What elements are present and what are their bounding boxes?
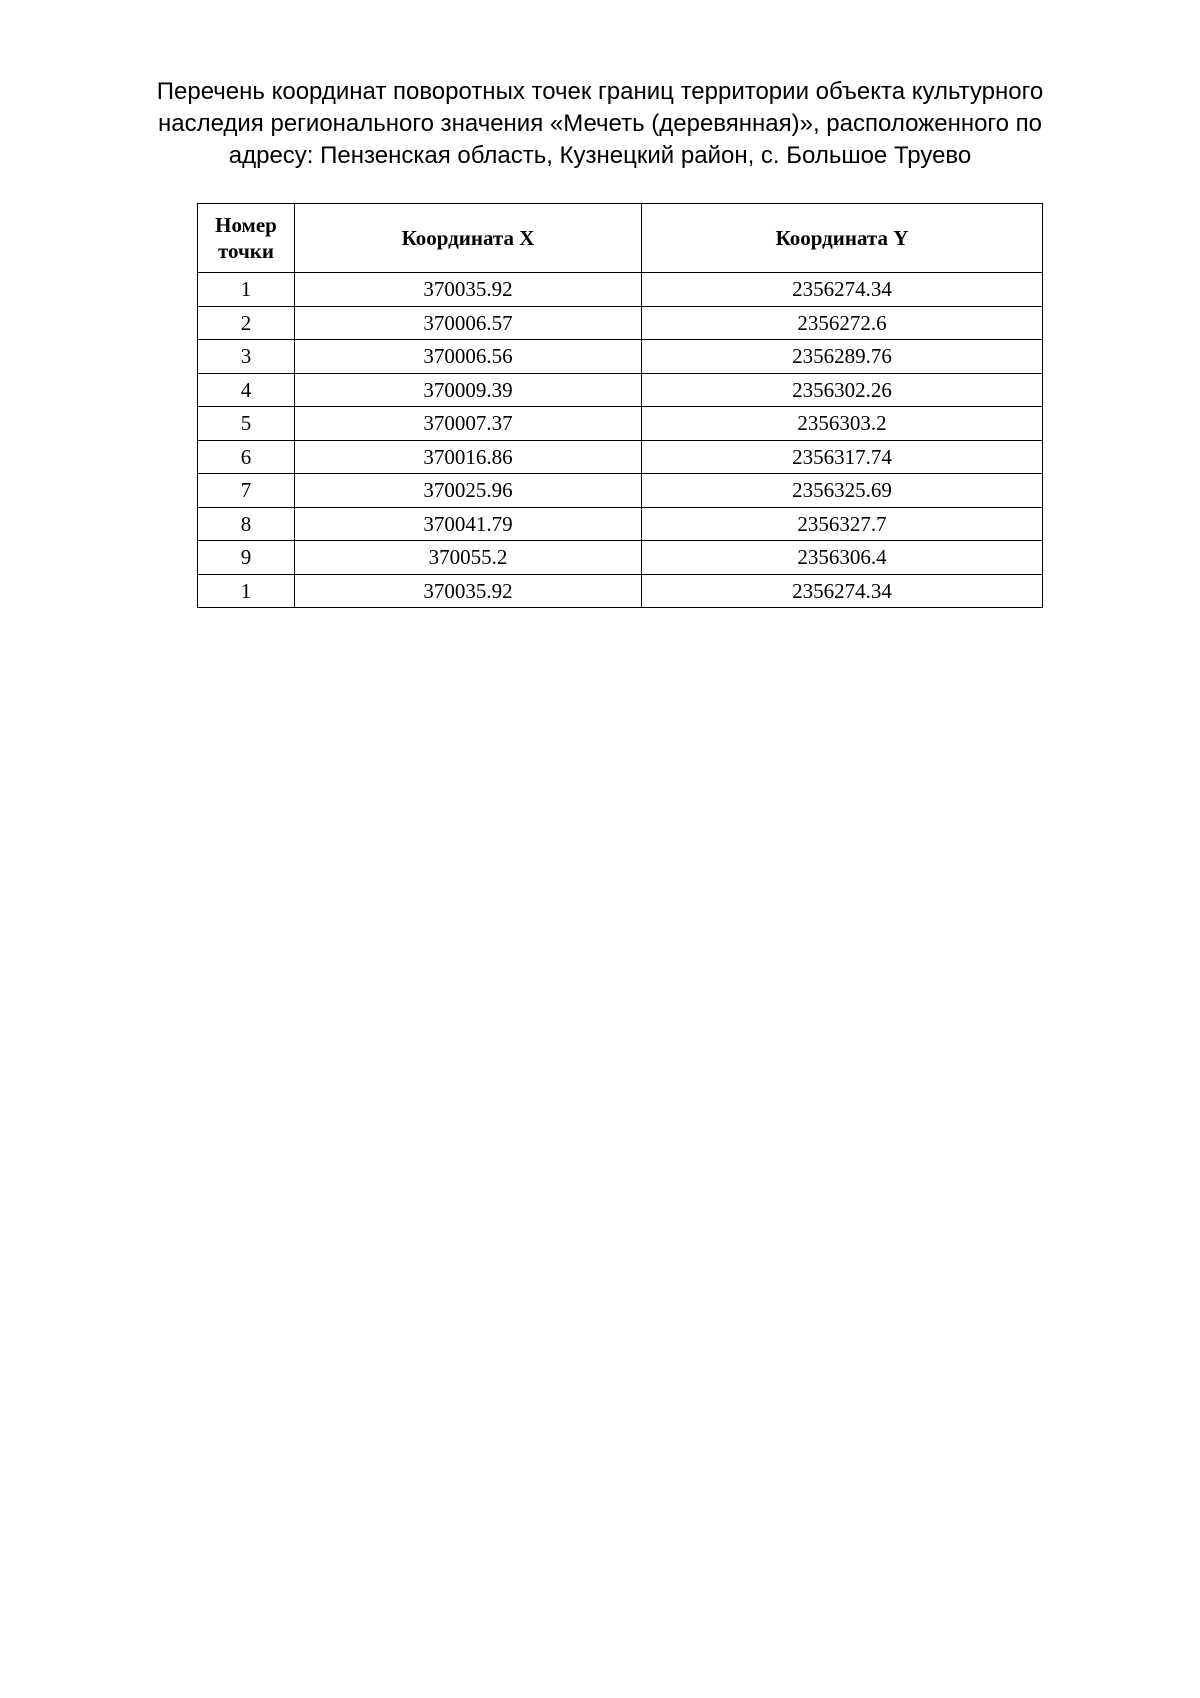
table-row	[198, 474, 1043, 508]
cell-point-number: 8	[198, 507, 295, 541]
document-title	[120, 76, 1080, 172]
cell-coordinate-y: 2356317.74	[642, 440, 1043, 474]
cell-coordinate-x: 370041.79	[295, 507, 642, 541]
header-point-number-line2: точки	[217, 239, 275, 263]
table-row	[198, 306, 1043, 340]
cell-coordinate-y: 2356272.6	[642, 306, 1043, 340]
cell-point-number: 1	[198, 273, 295, 307]
cell-coordinate-x: 370016.86	[295, 440, 642, 474]
cell-coordinate-x: 370055.2	[295, 541, 642, 575]
table-row	[198, 541, 1043, 575]
cell-coordinate-y: 2356302.26	[642, 373, 1043, 407]
cell-coordinate-x: 370009.39	[295, 373, 642, 407]
cell-coordinate-x: 370006.57	[295, 306, 642, 340]
header-coordinate-x: Координата X	[295, 204, 642, 273]
cell-coordinate-x: 370007.37	[295, 407, 642, 441]
cell-coordinate-y: 2356303.2	[642, 407, 1043, 441]
cell-coordinate-y: 2356274.34	[642, 574, 1043, 608]
cell-point-number: 4	[198, 373, 295, 407]
table-row	[198, 273, 1043, 307]
table-row	[198, 373, 1043, 407]
title-line: Перечень координат поворотных точек границ территории объекта культурного	[156, 78, 1044, 105]
table-row	[198, 574, 1043, 608]
cell-coordinate-x: 370035.92	[295, 273, 642, 307]
header-point-number-line1: Номер	[215, 213, 277, 237]
cell-coordinate-x: 370025.96	[295, 474, 642, 508]
cell-coordinate-y: 2356289.76	[642, 340, 1043, 374]
cell-point-number: 3	[198, 340, 295, 374]
table-header-row	[198, 204, 1043, 273]
cell-point-number: 5	[198, 407, 295, 441]
coordinates-table	[197, 203, 1043, 608]
cell-point-number: 7	[198, 474, 295, 508]
table-row	[198, 507, 1043, 541]
cell-point-number: 2	[198, 306, 295, 340]
cell-coordinate-y: 2356306.4	[642, 541, 1043, 575]
cell-coordinate-x: 370035.92	[295, 574, 642, 608]
table-row	[198, 340, 1043, 374]
cell-point-number: 1	[198, 574, 295, 608]
cell-point-number: 9	[198, 541, 295, 575]
cell-point-number: 6	[198, 440, 295, 474]
cell-coordinate-y: 2356327.7	[642, 507, 1043, 541]
cell-coordinate-y: 2356325.69	[642, 474, 1043, 508]
header-coordinate-y: Координата Y	[642, 204, 1043, 273]
table-row	[198, 407, 1043, 441]
cell-coordinate-x: 370006.56	[295, 340, 642, 374]
title-line: наследия регионального значения «Мечеть (деревянная)», расположенного по	[157, 110, 1043, 137]
title-line: адресу: Пензенская область, Кузнецкий район, с. Большое Труево	[228, 142, 972, 169]
cell-coordinate-y: 2356274.34	[642, 273, 1043, 307]
header-point-number	[198, 204, 295, 273]
table-row	[198, 440, 1043, 474]
